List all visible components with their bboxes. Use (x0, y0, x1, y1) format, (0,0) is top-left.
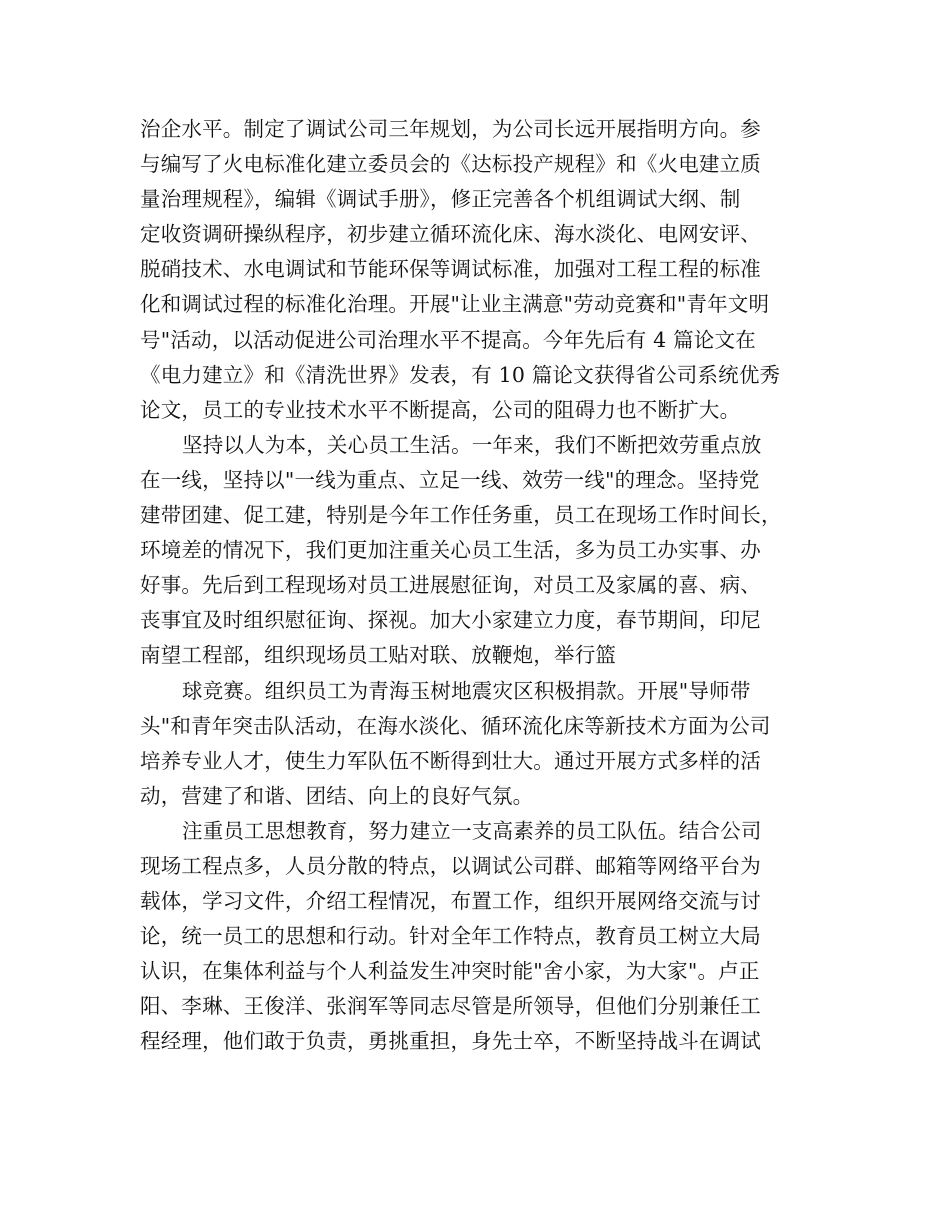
text-line: 阳、李琳、王俊洋、张润军等同志尽管是所领导，但他们分别兼任工 (140, 994, 761, 1019)
text-line: 化和调试过程的标准化治理。开展"让业主满意"劳动竞赛和"青年文明 (140, 292, 770, 317)
text-line: 论，统一员工的思想和行动。针对全年工作特点，教育员工树立大局 (140, 924, 761, 949)
text-line: 定收资调研操纵程序，初步建立循环流化床、海水淡化、电网安评、 (140, 222, 761, 247)
paragraph-first-line: 注重员工思想教育，努力建立一支高素养的员工队伍。结合公司 (182, 818, 762, 843)
text-line: 南望工程部，组织现场员工贴对联、放鞭炮，举行篮 (140, 643, 617, 668)
text-line: 认识，在集体利益与个人利益发生冲突时能"舍小家，为大家"。卢正 (140, 959, 760, 984)
text-line: 与编写了火电标准化建立委员会的《达标投产规程》和《火电建立质 (140, 152, 761, 177)
text-line: 治企水平。制定了调试公司三年规划，为公司长远开展指明方向。参 (140, 117, 761, 141)
paragraph-first-line: 球竞赛。组织员工为青海玉树地震灾区积极捐款。开展"导师带 (182, 678, 751, 703)
document-body (140, 112, 820, 1060)
text-line: 培养专业人才，使生力军队伍不断得到壮大。通过开展方式多样的活 (140, 748, 761, 773)
text-line: 号"活动，以活动促进公司治理水平不提高。今年先后有 4 篇论文在 (140, 327, 756, 352)
text-line: 程经理，他们敢于负责，勇挑重担，身先士卒，不断坚持战斗在调试 (140, 1029, 761, 1054)
text-line: 在一线，坚持以"一线为重点、立足一线、效劳一线"的理念。坚持党 (140, 467, 760, 492)
text-line: 建带团建、促工建，特别是今年工作任务重，员工在现场工作时间长， (140, 503, 782, 528)
text-line: 头"和青年突击队活动，在海水淡化、循环流化床等新技术方面为公司 (140, 713, 771, 738)
text-line: 丧事宜及时组织慰征询、探视。加大小家建立力度，春节期间，印尼 (140, 608, 761, 633)
text-line: 现场工程点多，人员分散的特点，以调试公司群、邮箱等网络平台为 (140, 853, 761, 878)
text-line: 载体，学习文件，介绍工程情况，布置工作，组织开展网络交流与讨 (140, 889, 761, 914)
text-line: 脱硝技术、水电调试和节能环保等调试标准，加强对工程工程的标准 (140, 257, 761, 282)
paragraph-first-line: 坚持以人为本，关心员工生活。一年来，我们不断把效劳重点放 (182, 432, 762, 457)
text-line: 《电力建立》和《清洗世界》发表，有 10 篇论文获得省公司系统优秀 (140, 362, 781, 387)
text-line: 好事。先后到工程现场对员工进展慰征询，对员工及家属的喜、病、 (140, 573, 761, 598)
text-line: 量治理规程》，编辑《调试手册》，修正完善各个机组调试大纲、制 (140, 187, 741, 212)
text-line: 论文，员工的专业技术水平不断提高，公司的阻碍力也不断扩大。 (140, 397, 741, 422)
text-line: 环境差的情况下，我们更加注重关心员工生活，多为员工办实事、办 (140, 538, 761, 563)
text-line: 动，营建了和谐、团结、向上的良好气氛。 (140, 783, 534, 808)
